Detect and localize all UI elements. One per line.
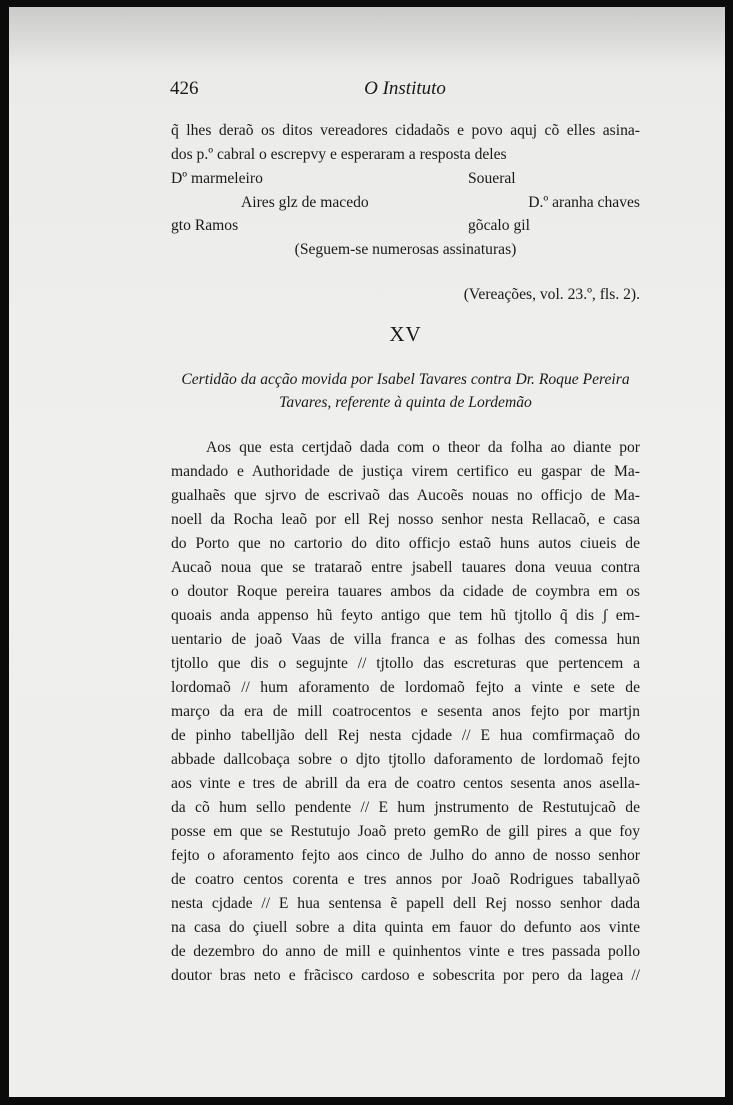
body-line: noell da Rocha leaõ por ell Rej nosso senhor nesta Rellacaõ, e casa bbox=[171, 511, 640, 528]
body-line: Aucaõ noua que se trataraõ entre jsabell tauares dona veuua contra bbox=[171, 559, 640, 576]
body-line: tjtollo que dis o segujnte // tjtollo das escreturas que pertencem a bbox=[171, 655, 640, 672]
body-line: do Porto que no cartorio do dito officjo estaõ huns autos ciueis de bbox=[171, 535, 640, 552]
signature: Dº marmeleiro bbox=[171, 170, 263, 187]
section-numeral: XV bbox=[389, 322, 422, 346]
body-line: de dezembro do anno de mill e quinhentos vinte e tres passada pollo bbox=[171, 943, 640, 960]
body-line: da cõ hum sello pendente // E hum jnstrumento de Restutujcaõ de bbox=[171, 799, 640, 816]
signature: Aires glz de macedo bbox=[241, 194, 369, 211]
body-line: posse em que se Restutujo Joaõ preto gemRo de gill pires a que foy bbox=[171, 823, 640, 840]
signature: gõcalo gil bbox=[468, 217, 530, 234]
body-line: março da era de mill coatrocentos e sesenta anos fejto por martjn bbox=[171, 703, 640, 720]
body-line: aos vinte e tres de abrill da era de coatro centos sesenta anos asella- bbox=[171, 775, 640, 792]
section-rubric: Certidão da acção movida por Isabel Tavares contra Dr. Roque Pereira bbox=[181, 371, 630, 388]
page-number: 426 bbox=[170, 78, 199, 99]
body-line: Aos que esta certjdaõ dada com o theor da folha ao diante por bbox=[206, 439, 640, 456]
body-line: na casa do çiuell sobre a dita quinta em fauor do defunto aos vinte bbox=[171, 919, 640, 936]
body-line: lordomaõ // hum aforamento de lordomaõ fejto a vinte e sete de bbox=[171, 679, 640, 696]
body-line: o doutor Roque pereira tauares ambos da cidade de coymbra em os bbox=[171, 583, 640, 600]
preamble-line: q̃ lhes deraõ os ditos vereadores cidadaõs e povo aquj cõ elles asina- bbox=[171, 122, 640, 139]
body-line: quoais anda appenso hũ feyto antigo que tem hũ tjtollo q̃ dis ʃ em- bbox=[171, 607, 640, 624]
source-citation: (Vereações, vol. 23.º, fls. 2). bbox=[463, 286, 640, 303]
body-line: de pinho tabelljão dell Rej nesta cjdade // E hua comfirmaçaõ do bbox=[171, 727, 640, 744]
body-line: nesta cjdade // E hua sentensa ẽ papell dell Rej nosso senhor dada bbox=[171, 895, 640, 912]
body-line: mandado e Authoridade de justiça virem certifico eu gaspar de Ma- bbox=[171, 463, 640, 480]
signature: D.º aranha chaves bbox=[528, 194, 640, 211]
signature: gto Ramos bbox=[171, 217, 239, 234]
section-rubric: Tavares, referente à quinta de Lordemão bbox=[279, 394, 532, 411]
running-head bbox=[170, 78, 640, 104]
body-line: uentario de joaõ Vaas de villa franca e as folhas des comessa hun bbox=[171, 631, 640, 648]
scan-shadow bbox=[9, 7, 725, 67]
body-line: de coatro centos corenta e tres annos por Joaõ Rodrigues taballyaõ bbox=[171, 871, 640, 888]
preamble-line: dos p.º cabral o escrepvy e esperaram a resposta deles bbox=[171, 146, 507, 163]
body-line: doutor bras neto e frãcisco cardoso e sobescrita por pero da lagea // bbox=[171, 967, 640, 984]
body-line: fejto o aforamento fejto aos cinco de Julho do anno de nosso senhor bbox=[171, 847, 640, 864]
body-line: abbade dallcobaça sobre o djto tjtollo daforamento de lordomaõ fejto bbox=[171, 751, 640, 768]
signatures-note: (Seguem-se numerosas assinaturas) bbox=[294, 241, 517, 258]
running-title: O Instituto bbox=[364, 78, 446, 99]
signature: Soueral bbox=[468, 170, 516, 187]
body-line: gualhaẽs que sjrvo de escrivaõ das Aucoẽs nouas no officjo de Ma- bbox=[171, 487, 640, 504]
